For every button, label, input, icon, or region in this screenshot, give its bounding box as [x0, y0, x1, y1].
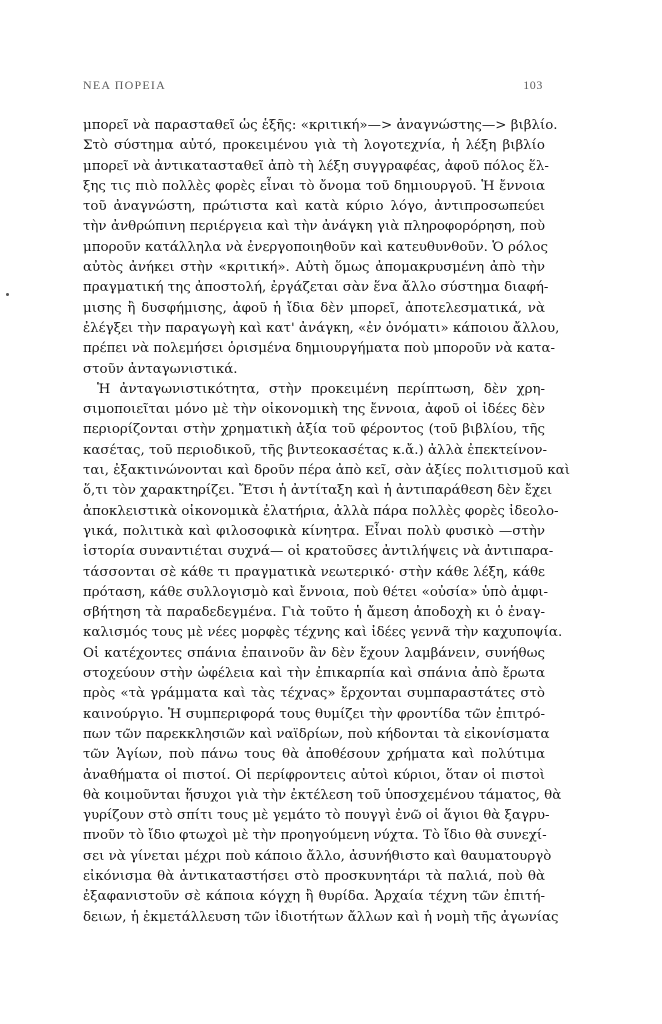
- text-line: ἱστορία συναντιέται συχνά— οἱ κρατοῦσες ἀντιλήψεις νὰ ἀντιπαρα-: [83, 544, 554, 560]
- text-line: σβήτηση τὰ παραδεδεγμένα. Γιὰ τοῦτο ἡ ἄμεση ἀποδοχὴ κι ὁ ἐναγ-: [83, 605, 545, 621]
- text-line: περιορίζονται στὴν χρηματικὴ ἀξία τοῦ φέροντος (τοῦ βιβλίου, τῆς: [83, 422, 545, 438]
- text-line: ἐλέγξει τὴν παραγωγὴ καὶ κατ' ἀνάγκη, «ἐν ὀνόματι» κάποιου ἄλλου,: [83, 320, 560, 336]
- text-line: αὐτὸς ἀνήκει στὴν «κριτική». Αὐτὴ ὅμως ἀπομακρυσμένη ἀπὸ τὴν: [83, 260, 545, 276]
- text-line: πων τῶν παρεκκλησιῶν καὶ ναϊδρίων, ποὺ κήδονται τὰ εἰκονίσματα: [83, 726, 550, 742]
- text-line: πρὸς «τὰ γράμματα καὶ τὰς τέχνας» ἔρχονται συμπαραστάτες στὸ: [83, 686, 545, 702]
- text-line: γικά, πολιτικὰ καὶ φιλοσοφικὰ κίνητρα. Εἶναι πολὺ φυσικὸ —στὴν: [83, 523, 545, 539]
- text-line: σει νὰ γίνεται μέχρι ποὺ κάποιο ἄλλο, ἀσυνήθιστο καὶ θαυματουργὸ: [83, 848, 552, 864]
- text-line: κασέτας, τοῦ περιοδικοῦ, τῆς βιντεοκασέτας κ.ἄ.) ἀλλὰ ἐπεκτείνον-: [83, 442, 548, 458]
- text-line: στοῦν ἀνταγωνιστικά.: [83, 361, 238, 377]
- text-line: σιμοποιεῖται μόνο μὲ τὴν οἰκονομικὴ της ἔννοια, ἀφοῦ οἱ ἰδέες δὲν: [83, 402, 545, 418]
- text-line: Στὸ σύστημα αὐτό, προκειμένου γιὰ τὴ λογοτεχνία, ἡ λέξη βιβλίο: [83, 138, 545, 154]
- text-line: ἐξαφανιστοῦν σὲ κάποια κόγχη ἢ θυρίδα. Ἀρχαία τέχνη τῶν ἐπιτή-: [83, 889, 545, 905]
- body-text: [83, 116, 570, 948]
- text-line: τὴν ἀνθρώπινη περιέργεια καὶ τὴν ἀνάγκη γιὰ πληροφορόρηση, ποὺ: [83, 219, 545, 235]
- text-line: καλισμός τους μὲ νέες μορφὲς τέχνης καὶ ἰδέες γεννᾶ τὴν καχυποψία.: [83, 625, 563, 641]
- text-line: ἀναθήματα οἱ πιστοί. Οἱ περίφροντεις αὐτοὶ κύριοι, ὅταν οἱ πιστοὶ: [83, 767, 545, 783]
- text-line: πραγματική της ἀποστολή, ἐργάζεται σὰν ἕνα ἄλλο σύστημα διαφή-: [83, 280, 549, 296]
- text-line: ἀποκλειστικὰ οἰκονομικὰ ἐλατήρια, ἀλλὰ πάρα πολλὲς φορὲς ἰδεολο-: [83, 503, 559, 519]
- text-line: ξης τις πιὸ πολλὲς φορὲς εἶναι τὸ ὄνομα τοῦ δημιουργοῦ. Ἡ ἔννοια: [83, 178, 545, 194]
- text-line: μπορεῖ νὰ παρασταθεῖ ὡς ἑξῆς: «κριτική»—> ἀναγνώστης—> βιβλίο.: [83, 118, 558, 133]
- text-line: γυρίζουν στὸ σπίτι τους μὲ γεμάτο τὸ πουγγὶ ἐνῶ οἱ ἅγιοι θὰ ξαγρυ-: [83, 808, 550, 824]
- text-line: τάσσονται σὲ κάθε τι πραγματικὰ νεωτερικό· στὴν κάθε λέξη, κάθε: [83, 564, 545, 580]
- text-line: πρέπει νὰ πολεμήσει ὁρισμένα δημιουργήματα ποὺ μποροῦν νὰ κατα-: [83, 341, 556, 357]
- text-line: [83, 928, 545, 948]
- text-line: τοῦ ἀναγνώστη, πρώτιστα καὶ κατὰ κύριο λόγο, ἀντιπροσωπεύει: [83, 199, 545, 215]
- text-line: ται, ἐξακτινώνονται καὶ δροῦν πέρα ἀπὸ κεῖ, σὰν ἀξίες πολιτισμοῦ καὶ: [83, 463, 570, 479]
- text-line: στοχεύουν στὴν ὠφέλεια καὶ τὴν ἐπικαρπία καὶ σπάνια ἀπὸ ἔρωτα: [83, 666, 545, 682]
- text-line: Οἱ κατέχοντες σπάνια ἐπαινοῦν ἂν δὲν ἔχουν λαμβάνειν, συνήθως: [83, 645, 545, 661]
- text-line: Ἡ ἀνταγωνιστικότητα, στὴν προκειμένη περίπτωση, δὲν χρη-: [97, 381, 545, 397]
- margin-mark: [6, 293, 9, 296]
- text-line: πνοῦν τὸ ἴδιο φτωχοὶ μὲ τὴν προηγούμενη νύχτα. Τὸ ἴδιο θὰ συνεχί-: [83, 828, 547, 844]
- text-line: μπορεῖ νὰ ἀντικατασταθεῖ ἀπὸ τὴ λέξη συγγραφέας, ἀφοῦ πόλος ἕλ-: [83, 158, 549, 174]
- running-head: [83, 78, 543, 94]
- text-line: ὅ,τι τὸν χαρακτηρίζει. Ἔτσι ἡ ἀντίταξη καὶ ἡ ἀντιπαράθεση δὲν ἔχει: [83, 483, 553, 499]
- text-line: δειων, ἡ ἐκμετάλλευση τῶν ἰδιοτήτων ἄλλων καὶ ἡ νομὴ τῆς ἀγωνίας: [83, 909, 559, 925]
- text-line: μισης ἢ δυσφήμισης, ἀφοῦ ἡ ἴδια δὲν μπορεῖ, ἀποτελεσματικά, νὰ: [83, 300, 545, 316]
- journal-title: ΝΕΑ ΠΟΡΕΙΑ: [83, 78, 166, 92]
- text-line: μποροῦν κατάλληλα νὰ ἐνεργοποιηθοῦν καὶ κατευθυνθοῦν. Ὁ ρόλος: [83, 239, 548, 255]
- text-line: εἰκόνισμα θὰ ἀντικαταστήσει στὸ προσκυνητάρι τὰ παλιά, ποὺ θὰ: [83, 868, 545, 884]
- text-line: θὰ κοιμοῦνται ἥσυχοι γιὰ τὴν ἐκτέλεση τοῦ ὑποσχεμένου τάματος, θὰ: [83, 787, 562, 803]
- text-line: τῶν Ἁγίων, ποὺ πάνω τους θὰ ἀποθέσουν χρήματα καὶ πολύτιμα: [83, 747, 545, 763]
- text-line: πρόταση, κάθε συλλογισμὸ καὶ ἔννοια, ποὺ θέτει «οὐσία» ὑπὸ ἀμφι-: [83, 584, 549, 600]
- text-line: καινούργιο. Ἡ συμπεριφορά τους θυμίζει τὴν φροντίδα τῶν ἐπιτρό-: [83, 706, 545, 722]
- page-number: 103: [523, 78, 543, 92]
